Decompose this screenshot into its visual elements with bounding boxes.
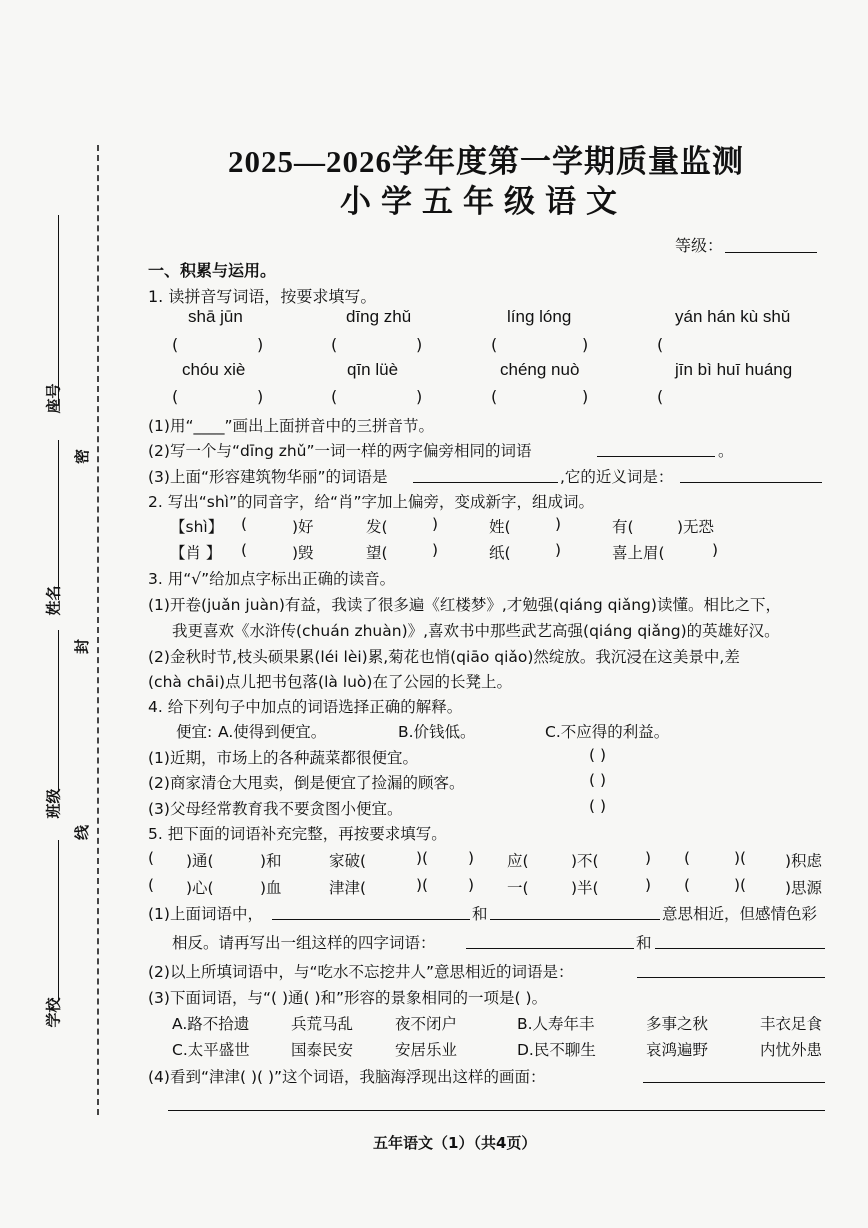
q4-sentence-1: (1)近期，市场上的各种蔬菜都很便宜。 (148, 749, 418, 767)
binding-dashed-line (97, 145, 99, 1115)
q1-prompt: 1. 读拼音写词语，按要求填写。 (148, 287, 377, 306)
q2-fill[interactable]: 纸( (489, 544, 511, 562)
choice-d-word: 哀鸿遍野 (646, 1041, 709, 1059)
seal-char-mi: 密 (73, 448, 92, 465)
q4-answer-2[interactable]: ( ) (589, 771, 607, 789)
pinyin-jin-bi-hui-huang: jīn bì huī huáng (675, 360, 793, 379)
q5-sub2-blank[interactable] (637, 977, 825, 978)
choice-d[interactable]: D.民不聊生 (517, 1041, 596, 1059)
q4-options-label: 便宜: (176, 723, 213, 741)
answer-box-open[interactable]: ( (657, 335, 664, 354)
q5-fill[interactable]: )不( (571, 852, 599, 870)
q4-answer-3[interactable]: ( ) (589, 797, 607, 815)
q2-fill[interactable]: 发( (366, 518, 388, 536)
q3-p1-line1: (1)开卷(juǎn juàn)有益，我读了很多遍《红楼梦》,才勉强(qiáng qiǎng)读懂。相比之下， (148, 596, 781, 614)
q5-fill[interactable]: ( (148, 876, 155, 894)
answer-box-open[interactable]: ( (172, 387, 179, 406)
q4-answer-1[interactable]: ( ) (589, 746, 607, 764)
answer-box-open[interactable]: ( (172, 335, 179, 354)
choice-b[interactable]: B.人寿年丰 (517, 1015, 595, 1033)
q5-sub1-b-blank-2[interactable] (655, 948, 825, 949)
pinyin-qin-lue: qīn lüè (347, 360, 399, 379)
q5-fill[interactable]: )( (416, 849, 429, 867)
q5-fill[interactable]: )通( (186, 852, 214, 870)
choice-c[interactable]: C.太平盛世 (172, 1041, 250, 1059)
q5-fill[interactable]: 一( (507, 879, 529, 897)
pinyin-chou-xie: chóu xiè (182, 360, 246, 379)
q5-fill[interactable]: ( (148, 849, 155, 867)
q4-option-a: A.使得到便宜。 (218, 723, 327, 741)
q2-prompt: 2. 写出“shì”的同音字，给“肖”字加上偏旁，变成新字，组成词。 (148, 493, 595, 511)
q5-fill[interactable]: )( (734, 876, 747, 894)
q1-sub1: (1)用“____”画出上面拼音中的三拼音节。 (148, 417, 435, 435)
q2-fill[interactable]: 喜上眉( (612, 544, 665, 562)
q5-fill-text: ) (645, 849, 652, 867)
seal-char-xian: 线 (73, 824, 92, 841)
page-subtitle: 小学五年级语文 (340, 184, 627, 220)
q3-p1-line2: 我更喜欢《水浒传(chuán zhuàn)》,喜欢书中那些武艺高强(qiáng qiǎng)的英雄好汉。 (172, 622, 780, 640)
page-title: 2025—2026学年度第一学期质量监测 (228, 144, 744, 179)
seat-number-label: 座号 (44, 383, 63, 414)
q5-sub1-b-and: 和 (636, 934, 652, 952)
q1-sub2-end: 。 (718, 442, 734, 460)
q5-sub1-end: 意思相近，但感情色彩 (662, 905, 818, 923)
q1-sub3-blank-1[interactable] (413, 482, 558, 483)
name-line (58, 440, 59, 600)
choice-c-word: 国泰民安 (291, 1041, 354, 1059)
answer-box-open[interactable]: ( (331, 335, 338, 354)
q2-row2-label: 【肖 】 (170, 544, 222, 562)
answer-box-open[interactable]: ( (657, 387, 664, 406)
answer-box-close: ) (416, 335, 423, 354)
pinyin-ling-long: líng lóng (507, 307, 572, 326)
school-label: 学校 (44, 997, 63, 1028)
q3-prompt: 3. 用“√”给加点字标出正确的读音。 (148, 570, 396, 588)
q2-fill-text: ) (555, 541, 562, 559)
q5-sub3: (3)下面词语，与“( )通( )和”形容的景象相同的一项是( )。 (148, 989, 548, 1007)
q2-fill-text: ) (432, 541, 439, 559)
answer-box-open[interactable]: ( (491, 335, 498, 354)
choice-a-word: 兵荒马乱 (291, 1015, 354, 1033)
q5-prompt: 5. 把下面的词语补充完整，再按要求填写。 (148, 825, 447, 843)
q5-sub4: (4)看到“津津( )( )”这个词语，我脑海浮现出这样的画面： (148, 1068, 546, 1086)
choice-b-word: 多事之秋 (646, 1015, 709, 1033)
answer-box-close: ) (582, 387, 589, 406)
q5-fill-text: )思源 (785, 879, 823, 897)
q2-fill[interactable]: 望( (366, 544, 388, 562)
pinyin-cheng-nuo: chéng nuò (500, 360, 580, 379)
q3-p2-line2: (chà chāi)点儿把书包落(là luò)在了公园的长凳上。 (148, 673, 512, 691)
pinyin-sha-jun: shā jūn (188, 307, 243, 326)
name-label: 姓名 (44, 585, 63, 616)
grade-label: 等级： (675, 236, 724, 255)
q5-fill[interactable]: )心( (186, 879, 214, 897)
q5-sub1-b: 相反。请再写出一组这样的四字词语： (172, 934, 436, 952)
choice-d-word: 内忧外患 (760, 1041, 823, 1059)
pinyin-ding-zhu: dīng zhǔ (346, 307, 412, 326)
q1-sub3-blank-2[interactable] (680, 482, 822, 483)
q5-fill[interactable]: 应( (507, 852, 529, 870)
q2-fill[interactable]: ( (241, 541, 248, 559)
q1-sub2-blank[interactable] (597, 456, 715, 457)
q2-row1-label: 【shì】 (170, 518, 224, 536)
seal-char-feng: 封 (73, 638, 92, 655)
class-line (58, 630, 59, 790)
class-label: 班级 (44, 788, 63, 819)
q5-sub2: (2)以上所填词语中，与“吃水不忘挖井人”意思相近的词语是： (148, 963, 574, 981)
q4-sentence-3: (3)父母经常教育我不要贪图小便宜。 (148, 800, 403, 818)
q5-fill-text: )积虑 (785, 852, 823, 870)
q5-fill-text: ) (468, 876, 475, 894)
answer-box-close: ) (257, 335, 264, 354)
q5-fill-text: ) (645, 876, 652, 894)
choice-b-word: 丰衣足食 (760, 1015, 823, 1033)
q5-sub1-and: 和 (472, 905, 488, 923)
q5-fill[interactable]: )半( (571, 879, 599, 897)
q5-fill[interactable]: ( (684, 876, 691, 894)
answer-box-close: ) (582, 335, 589, 354)
q2-fill[interactable]: ( (241, 515, 248, 533)
q5-fill-text: )血 (260, 879, 282, 897)
q4-option-b: B.价钱低。 (398, 723, 476, 741)
q5-fill[interactable]: )( (734, 849, 747, 867)
q2-fill-text: )无恐 (677, 518, 715, 536)
q5-sub1-blank-2[interactable] (490, 919, 660, 920)
pinyin-yan-han-ku-shu: yán hán kù shǔ (675, 307, 791, 326)
q1-sub2: (2)写一个与“dīng zhǔ”一词一样的两字偏旁相同的词语 (148, 442, 532, 460)
q5-sub1: (1)上面词语中， (148, 905, 263, 923)
q2-fill-text: )毁 (292, 544, 314, 562)
q3-p2-line1: (2)金秋时节,枝头硕果累(léi lèi)累,菊花也悄(qiāo qiǎo)然绽放。我沉浸在这美景中,差 (148, 648, 740, 666)
q1-sub3: (3)上面“形容建筑物华丽”的词语是 (148, 468, 388, 486)
q4-sentence-2: (2)商家清仓大甩卖，倒是便宜了捡漏的顾客。 (148, 774, 465, 792)
q5-fill-text: ) (468, 849, 475, 867)
q5-sub1-blank-1[interactable] (272, 919, 470, 920)
q5-sub4-blank-1[interactable] (643, 1082, 825, 1083)
choice-a[interactable]: A.路不拾遗 (172, 1015, 250, 1033)
page-footer: 五年语文（1）（共4页） (373, 1134, 537, 1152)
section-heading: 一、积累与运用。 (148, 261, 277, 280)
q1-sub3-mid: ,它的近义词是： (560, 468, 674, 486)
q5-fill[interactable]: 津津( (329, 879, 367, 897)
answer-box-close: ) (257, 387, 264, 406)
q5-fill-text: )和 (260, 852, 282, 870)
seat-number-line (58, 215, 59, 405)
q5-fill[interactable]: ( (684, 849, 691, 867)
q2-fill-text: ) (555, 515, 562, 533)
q5-fill[interactable]: 家破( (329, 852, 367, 870)
q2-fill[interactable]: 有( (612, 518, 634, 536)
answer-box-close: ) (416, 387, 423, 406)
q5-fill[interactable]: )( (416, 876, 429, 894)
answer-box-open[interactable]: ( (491, 387, 498, 406)
q2-fill-text: ) (712, 541, 719, 559)
choice-a-word: 夜不闭户 (395, 1015, 458, 1033)
q4-option-c: C.不应得的利益。 (545, 723, 670, 741)
q5-sub4-blank-2[interactable] (168, 1110, 825, 1111)
grade-blank[interactable] (725, 252, 817, 253)
school-line (58, 840, 59, 1000)
choice-c-word: 安居乐业 (395, 1041, 458, 1059)
q2-fill-text: )好 (292, 518, 314, 536)
answer-box-open[interactable]: ( (331, 387, 338, 406)
q4-prompt: 4. 给下列句子中加点的词语选择正确的解释。 (148, 698, 463, 716)
q5-sub1-b-blank-1[interactable] (466, 948, 634, 949)
q2-fill-text: ) (432, 515, 439, 533)
q2-fill[interactable]: 姓( (489, 518, 511, 536)
